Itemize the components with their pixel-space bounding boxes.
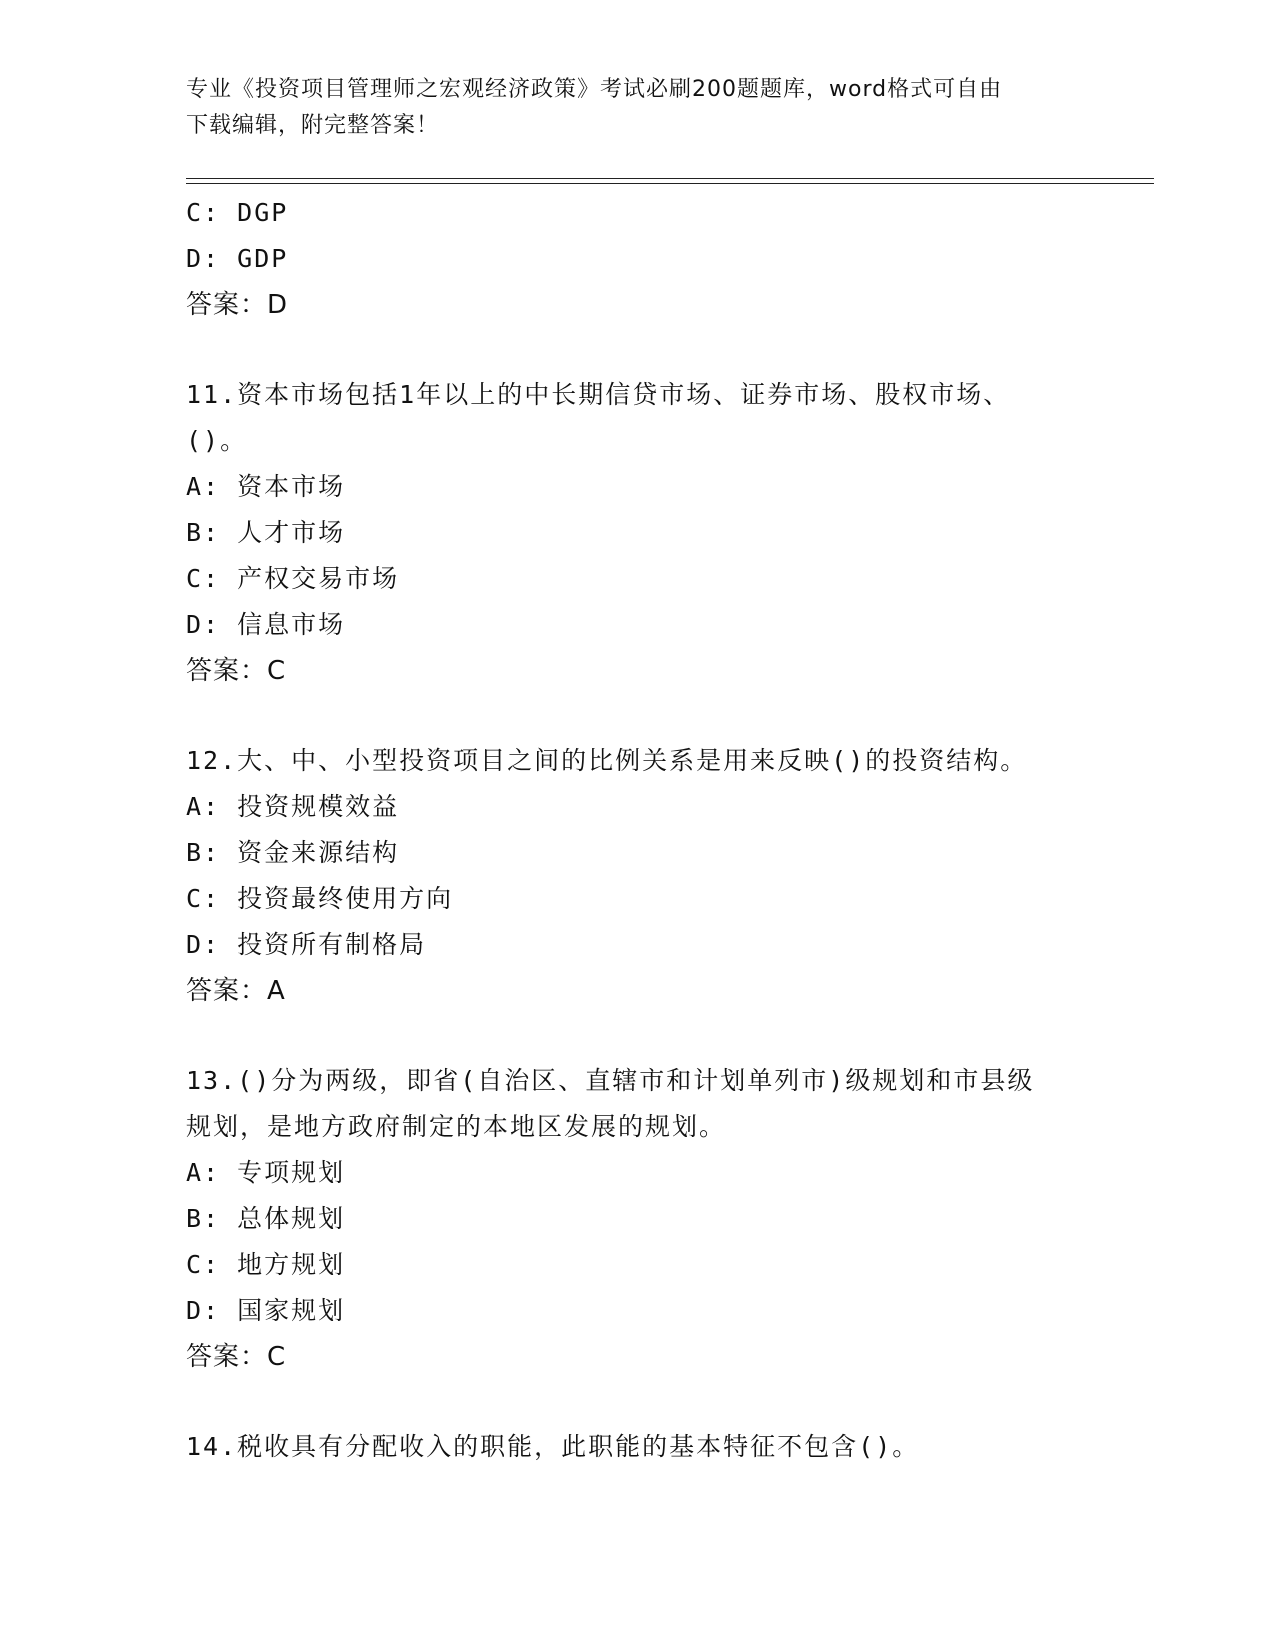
option-a: A: 资本市场 — [186, 472, 346, 501]
option-b: B: 总体规划 — [186, 1204, 346, 1233]
spacer — [186, 1014, 1086, 1058]
question-stem: 13.()分为两级，即省(自治区、直辖市和计划单列市)级规划和市县级 — [186, 1066, 1035, 1095]
header-rule-top — [186, 178, 1154, 179]
question-stem-continued: ()。 — [186, 426, 248, 455]
spacer — [186, 694, 1086, 738]
question-stem: 12.大、中、小型投资项目之间的比例关系是用来反映()的投资结构。 — [186, 746, 1028, 775]
prev-answer: 答案：D — [186, 290, 289, 320]
spacer — [186, 328, 1086, 372]
document-header — [186, 72, 1086, 144]
question-12 — [186, 738, 1086, 1014]
answer: 答案：C — [186, 656, 287, 686]
answer: 答案：A — [186, 976, 286, 1006]
question-stem: 14.税收具有分配收入的职能，此职能的基本特征不包含()。 — [186, 1432, 920, 1461]
document-body — [186, 190, 1086, 1470]
prev-option-c: C: DGP — [186, 198, 289, 227]
option-c: C: 投资最终使用方向 — [186, 884, 454, 913]
header-line-1: 专业《投资项目管理师之宏观经济政策》考试必刷200题题库，word格式可自由 — [186, 77, 1003, 102]
question-11 — [186, 372, 1086, 694]
option-d: D: 国家规划 — [186, 1296, 346, 1325]
spacer — [186, 1380, 1086, 1424]
option-d: D: 信息市场 — [186, 610, 346, 639]
option-b: B: 资金来源结构 — [186, 838, 400, 867]
question-13 — [186, 1058, 1086, 1380]
option-a: A: 专项规划 — [186, 1158, 346, 1187]
option-c: C: 地方规划 — [186, 1250, 346, 1279]
option-b: B: 人才市场 — [186, 518, 346, 547]
answer: 答案：C — [186, 1342, 287, 1372]
prev-option-d: D: GDP — [186, 244, 289, 273]
question-stem-continued: 规划，是地方政府制定的本地区发展的规划。 — [186, 1112, 727, 1141]
header-line-2: 下载编辑，附完整答案！ — [186, 113, 440, 138]
question-stem: 11.资本市场包括1年以上的中长期信贷市场、证券市场、股权市场、 — [186, 380, 1011, 409]
header-rule-bottom — [186, 183, 1154, 184]
option-d: D: 投资所有制格局 — [186, 930, 427, 959]
question-14 — [186, 1424, 1086, 1470]
option-a: A: 投资规模效益 — [186, 792, 400, 821]
option-c: C: 产权交易市场 — [186, 564, 400, 593]
